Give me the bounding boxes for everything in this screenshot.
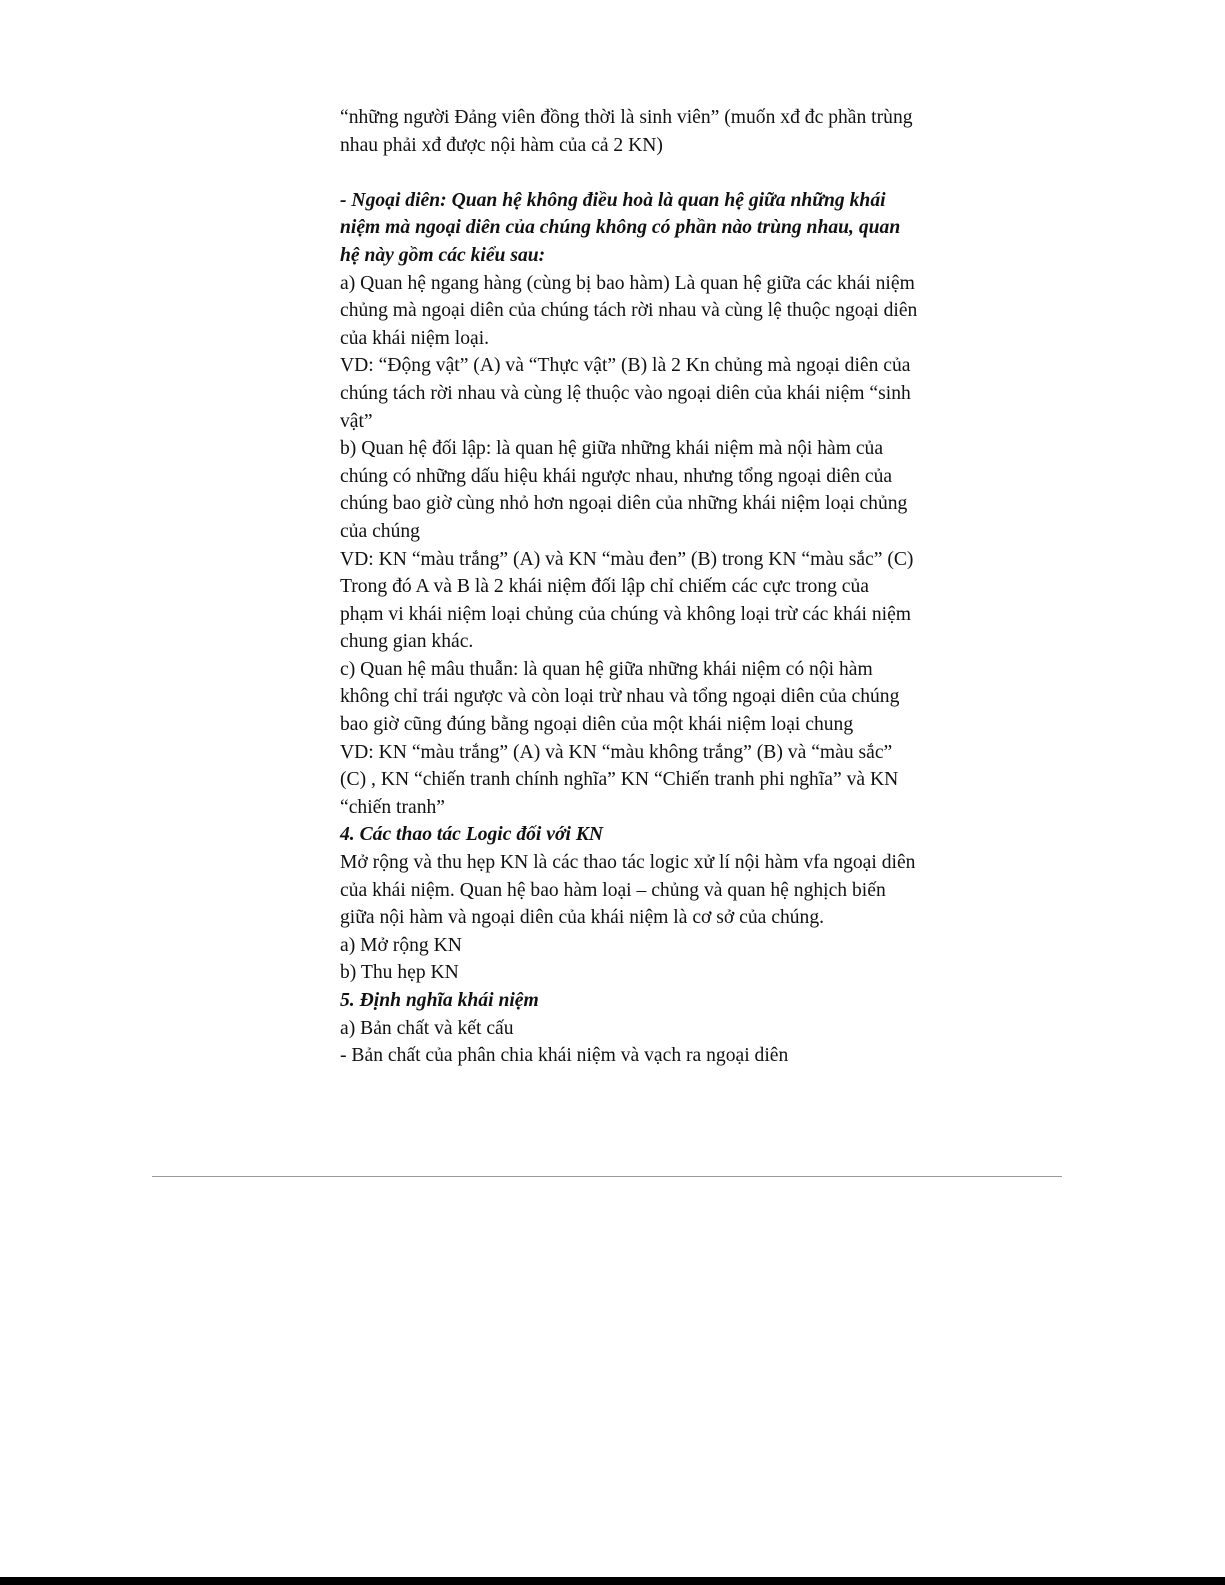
text-line: VD: KN “màu trắng” (A) và KN “màu đen” (B) trong KN “màu sắc” (C) [340, 548, 914, 570]
text-line: - Bản chất của phân chia khái niệm và vạch ra ngoại diên [340, 1045, 789, 1067]
text-line: b) Thu hẹp KN [340, 962, 459, 984]
page-separator-line [152, 1176, 1062, 1177]
text-line: b) Quan hệ đối lập: là quan hệ giữa những khái niệm mà nội hàm của [340, 438, 884, 460]
text-line: của chúng [340, 520, 420, 542]
text-line: VD: “Động vật” (A) và “Thực vật” (B) là 2 Kn chủng mà ngoại diên của [340, 355, 911, 377]
text-line: a) Quan hệ ngang hàng (cùng bị bao hàm) Là quan hệ giữa các khái niệm [340, 272, 915, 294]
text-line: c) Quan hệ mâu thuẫn: là quan hệ giữa những khái niệm có nội hàm [340, 658, 873, 680]
text-line: chung gian khác. [340, 631, 474, 653]
section-heading-line: 5. Định nghĩa khái niệm [340, 990, 539, 1011]
text-line: của khái niệm. Quan hệ bao hàm loại – chủng và quan hệ nghịch biến [340, 879, 886, 901]
page-bottom-edge [0, 1577, 1225, 1585]
blank-line [340, 159, 965, 187]
text-line: “những người Đảng viên đồng thời là sinh viên” (muốn xđ đc phần trùng [340, 107, 913, 128]
text-line: vật” [340, 410, 373, 432]
text-line: không chỉ trái ngược và còn loại trừ nhau và tổng ngoại diên của chúng [340, 686, 900, 708]
text-line: (C) , KN “chiến tranh chính nghĩa” KN “Chiến tranh phi nghĩa” và KN [340, 769, 899, 791]
text-line: chúng bao giờ cùng nhỏ hơn ngoại diên của những khái niệm loại chủng [340, 493, 908, 515]
text-line: VD: KN “màu trắng” (A) và KN “màu không trắng” (B) và “màu sắc” [340, 741, 893, 763]
document-body [340, 104, 965, 1070]
text-line: a) Mở rộng KN [340, 934, 462, 956]
text-line: nhau phải xđ được nội hàm của cả 2 KN) [340, 134, 663, 156]
text-line: chúng có những dấu hiệu khái ngược nhau, nhưng tổng ngoại diên của [340, 465, 893, 487]
text-line: a) Bản chất và kết cấu [340, 1017, 514, 1039]
text-line: “chiến tranh” [340, 796, 445, 818]
section-heading-line: 4. Các thao tác Logic đối với KN [340, 824, 604, 846]
text-line: bao giờ cũng đúng bằng ngoại diên của một khái niệm loại chung [340, 714, 854, 736]
text-line: giữa nội hàm và ngoại diên của khái niệm là cơ sở của chúng. [340, 907, 825, 929]
text-line: chủng mà ngoại diên của chúng tách rời nhau và cùng lệ thuộc ngoại diên [340, 300, 918, 322]
text-line: chúng tách rời nhau và cùng lệ thuộc vào ngoại diên của khái niệm “sinh [340, 382, 911, 404]
text-line: của khái niệm loại. [340, 327, 490, 349]
text-line: Mở rộng và thu hẹp KN là các thao tác logic xử lí nội hàm vfa ngoại diên [340, 852, 916, 874]
text-line: Trong đó A và B là 2 khái niệm đối lập chỉ chiếm các cực trong của [340, 576, 870, 598]
section-heading-line: - Ngoại diên: Quan hệ không điều hoà là quan hệ giữa những khái [340, 189, 886, 211]
section-heading-line: niệm mà ngoại diên của chúng không có phần nào trùng nhau, quan [340, 217, 901, 239]
text-line: phạm vi khái niệm loại chủng của chúng và không loại trừ các khái niệm [340, 603, 912, 625]
section-heading-line: hệ này gồm các kiểu sau: [340, 244, 546, 266]
